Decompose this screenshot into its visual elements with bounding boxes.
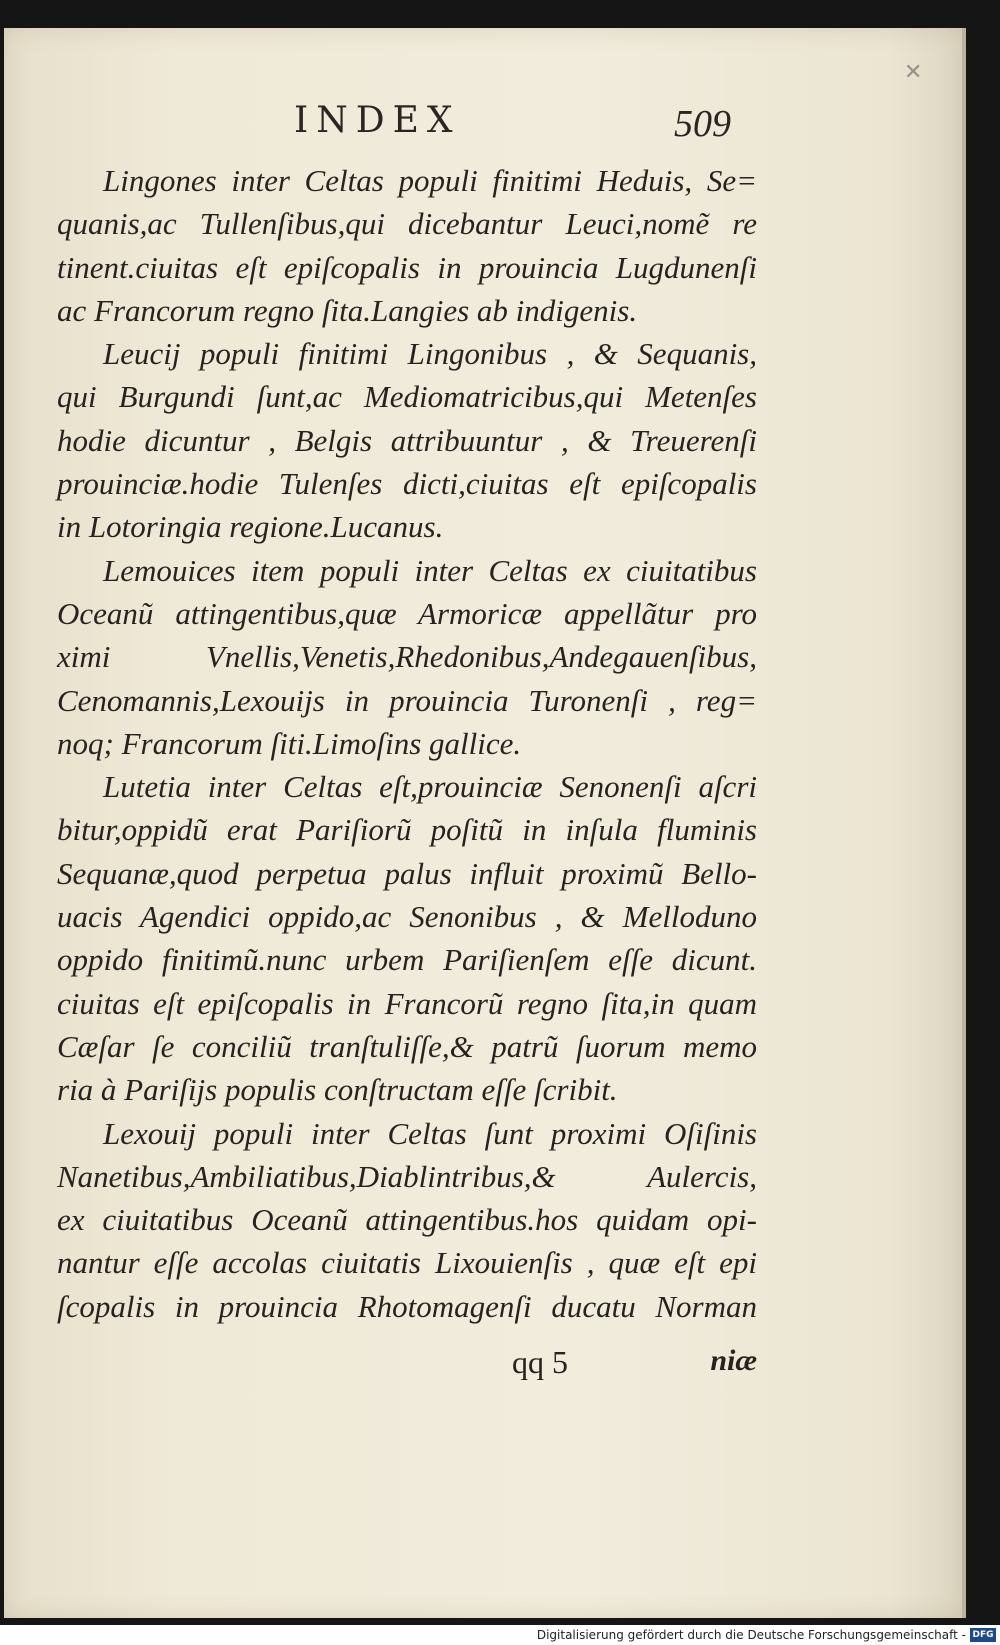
page-edge	[962, 28, 966, 1618]
text-line: tinent.ciuitas eſt epiſcopalis in prouincia Lugdunenſi	[57, 249, 757, 285]
text-line: Lutetia inter Celtas eſt,prouinciæ Senonenſi aſcri	[103, 769, 757, 805]
text-line: ac Francorum regno ſita.Langies ab indigenis.	[57, 292, 638, 328]
text-line: ciuitas eſt epiſcopalis in Francorũ regno ſita,in quam	[57, 985, 757, 1021]
page-header	[4, 100, 966, 150]
catchword: niæ	[710, 1344, 757, 1377]
digitization-credit-bar	[0, 1625, 1000, 1645]
index-text-block	[57, 159, 757, 1328]
text-line: Cenomannis,Lexouijs in prouincia Turonenſi , reg=	[57, 682, 757, 718]
text-line: ximi Vnellis,Venetis,Rhedonibus,Andegauenſibus,	[57, 639, 757, 675]
book-page	[4, 28, 966, 1618]
page-number: 509	[674, 103, 731, 145]
text-line: nantur eſſe accolas ciuitatis Lixouienſis , quæ eſt epi	[57, 1245, 757, 1281]
text-line: bitur,oppidũ erat Pariſiorũ poſitũ in inſula fluminis	[57, 812, 757, 848]
text-line: ex ciuitatibus Oceanũ attingentibus.hos quidam opi-	[57, 1202, 757, 1238]
text-line: Lingones inter Celtas populi finitimi Heduis, Se=	[103, 163, 757, 198]
text-line: hodie dicuntur , Belgis attribuuntur , & Treuerenſi	[57, 422, 757, 458]
text-line: qui Burgundi ſunt,ac Mediomatricibus,qui Metenſes	[57, 379, 757, 415]
text-line: ria à Pariſijs populis conſtructam eſſe ſcribit.	[57, 1072, 618, 1108]
text-line: ſcopalis in prouincia Rhotomagenſi ducatu Norman	[57, 1288, 757, 1324]
pencil-mark: ✕	[904, 60, 923, 85]
text-line: Sequanæ,quod perpetua palus influit proximũ Bello-	[57, 855, 757, 891]
text-line: Nanetibus,Ambiliatibus,Diablintribus,& Aulercis,	[57, 1158, 757, 1194]
text-line: Leucij populi finitimi Lingonibus , & Sequanis,	[103, 336, 757, 372]
text-line: quanis,ac Tullenſibus,qui dicebantur Leuci,nomẽ re	[57, 206, 757, 242]
text-line: Lemouices item populi inter Celtas ex ciuitatibus	[103, 552, 757, 588]
text-line: Lexouij populi inter Celtas ſunt proximi Oſiſinis	[103, 1115, 757, 1151]
text-line: Cæſar ſe conciliũ tranſtuliſſe,& patrũ ſuorum memo	[57, 1028, 757, 1064]
text-line: uacis Agendici oppido,ac Senonibus , & Melloduno	[57, 899, 757, 935]
text-line: in Lotoringia regione.Lucanus.	[57, 509, 444, 545]
text-line: Oceanũ attingentibus,quæ Armoricæ appellãtur pro	[57, 595, 757, 631]
text-line: prouinciæ.hodie Tulenſes dicti,ciuitas eſt epiſcopalis	[57, 466, 757, 502]
catch-row	[57, 1344, 757, 1388]
running-title: INDEX	[294, 100, 461, 141]
text-line: oppido finitimũ.nunc urbem Pariſienſem eſſe dicunt.	[57, 942, 757, 978]
dfg-logo: DFG	[970, 1628, 996, 1642]
credit-text: Digitalisierung gefördert durch die Deutsche Forschungsgemeinschaft -	[536, 1628, 966, 1642]
text-line: noq; Francorum ſiti.Limoſins gallice.	[57, 725, 522, 761]
signature-mark: qq 5	[512, 1344, 568, 1380]
